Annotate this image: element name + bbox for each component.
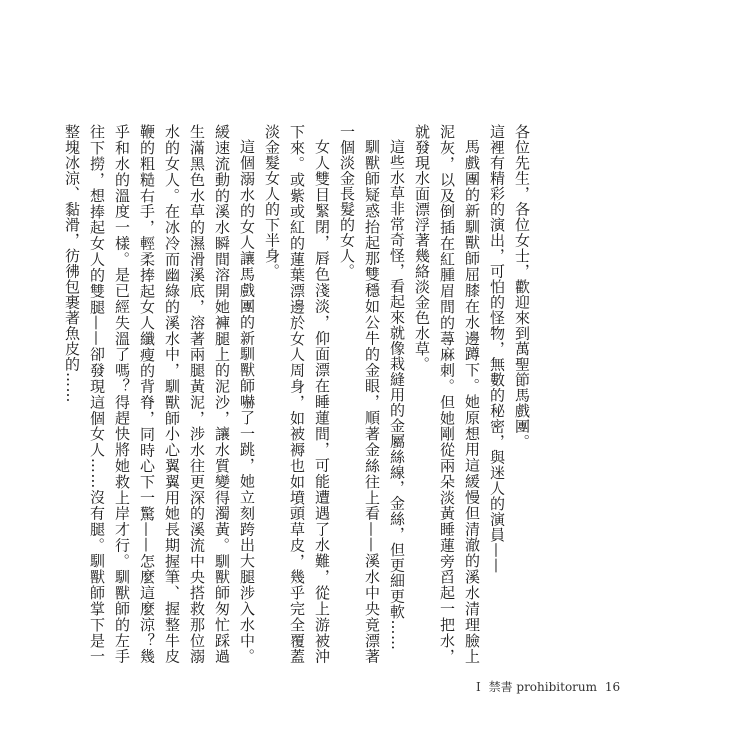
section-title: 禁書 prohibitorum — [488, 680, 598, 694]
paragraph: 這裡有精彩的演出，可怕的怪物，無數的秘密，與迷人的演員—— — [488, 124, 506, 574]
paragraph: 女人雙目緊閉，唇色淺淡，仰面漂在睡蓮間，可能遭遇了水難，從上游被沖下來。或紫或紅的蓮葉漂邊於女人周身，如被褥也如墳頭草皮，幾乎完全覆蓋淡金髮女人的下半身。 — [263, 124, 331, 664]
paragraph: 馬戲團的新馴獸師屈膝在水邊蹲下。她原想用這緩慢但清澈的溪水清理臉上泥灰，以及倒插在紅腫眉間的蕁麻刺。但她剛從兩朵淡黃睡蓮旁舀起一把水，就發現水面漂浮著幾絡淡金色水草。 — [413, 124, 481, 664]
page-footer — [476, 678, 624, 695]
paragraph: 馴獸師疑惑抬起那雙穩如公牛的金眼，順著金絲往上看——溪水中央竟漂著一個淡金長髮的女人。 — [338, 124, 381, 664]
section-number: I — [476, 680, 481, 694]
paragraph: 這些水草非常奇怪，看起來就像栽縫用的金屬絲線，金絲，但更細更軟…… — [388, 139, 406, 651]
paragraph: 各位先生，各位女士，歡迎來到萬聖節馬戲團。 — [513, 124, 531, 450]
page-number: 16 — [604, 680, 621, 694]
paragraph: 這個溺水的女人讓馬戲團的新馴獸師嚇了一跳，她立刻跨出大腿涉入水中。緩速流動的溪水瞬間溶開她褲腿上的泥沙，讓水質變得濁黃。馴獸師匆忙踩過生滿黑色水草的濕滑溪底，溶著兩腿黃泥，涉水往更深的溪流中央搭救那位溺水的女人。在冰冷而幽綠的溪水中，馴獸師小心翼翼用她長期握筆、握整牛皮鞭的粗糙右手，輕柔捧起女人纖瘦的背脊，同時心下一驚——怎麼這麼涼？幾乎和水的溫度一樣。是已經失溫了嗎？得趕快將她救上岸才行。馴獸師的左手往下撈，想捧起女人的雙腿——卻發現這個女人……沒有腿。馴獸師掌下是一整塊冰涼、黏滑，彷彿包裹著魚皮的…… — [63, 124, 256, 664]
body-text — [63, 124, 534, 664]
